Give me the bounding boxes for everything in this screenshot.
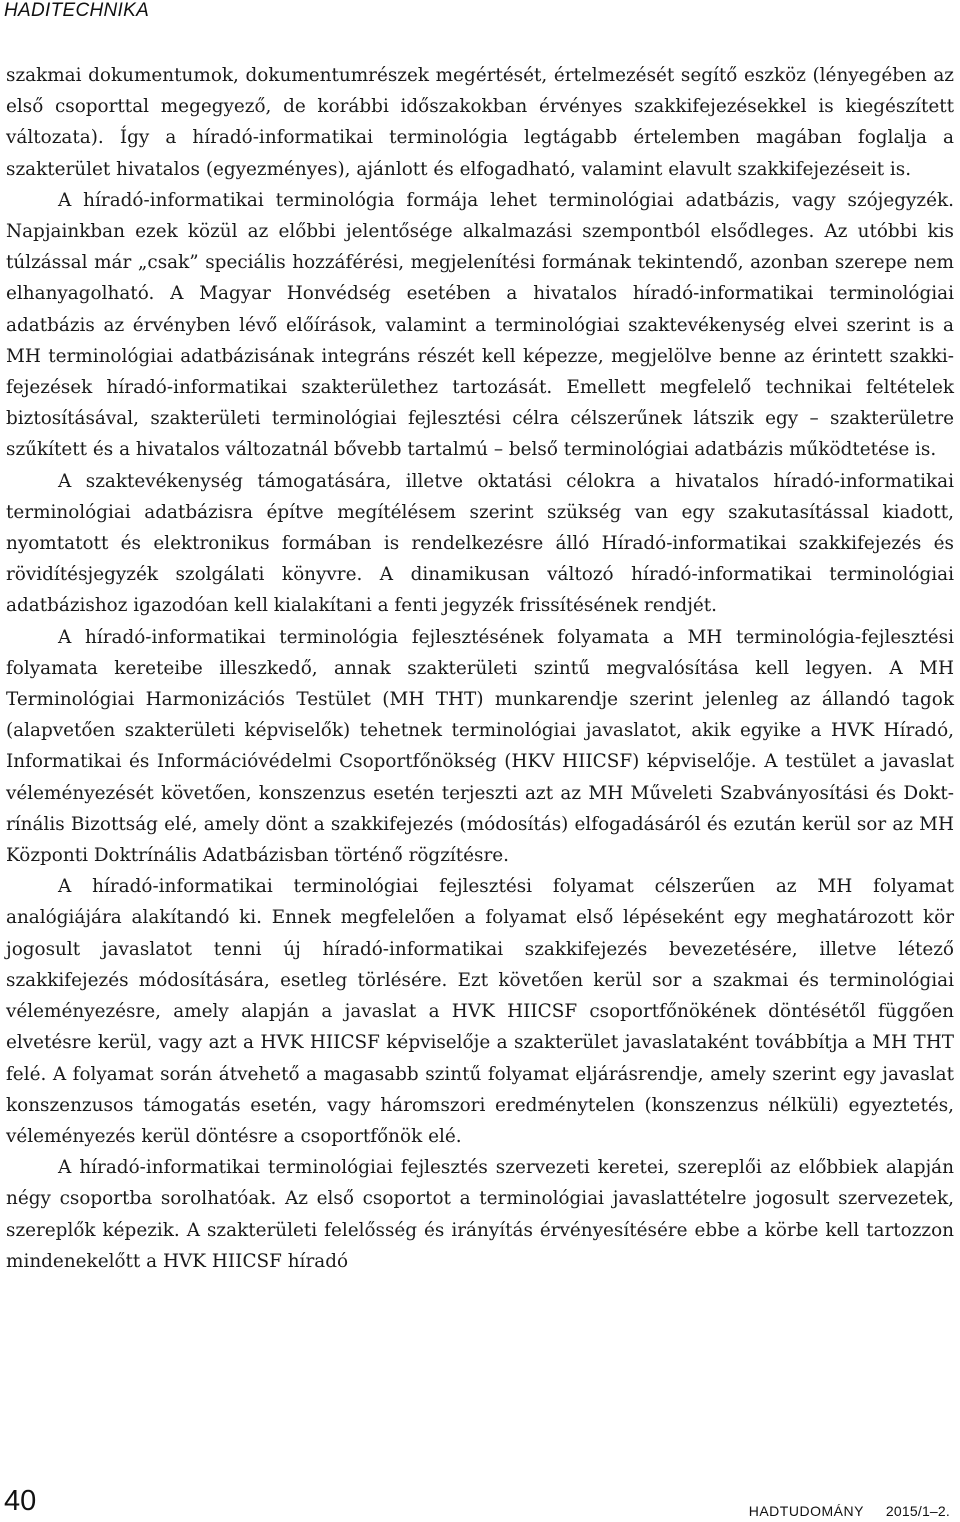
- page-number: 40: [4, 1485, 37, 1517]
- journal-issue: 2015/1–2.: [885, 1503, 950, 1519]
- paragraph: A szaktevékenység támogatására, illetve oktatási célokra a hivatalos híradó-informatikai terminológiai adatbázisra építve megítélésem szerint szükség van egy szakutasítással kiadott, nyomtatott és elektronikus formában is rendelkezésre álló Híradó-informatikai szakkifejezés és rövidítésjegyzék szolgálati könyvre. A dinamikusan változó híradó-informatikai terminológiai adatbázishoz igazodóan kell kialakítani a fenti jegyzék frissítésének rendjét.: [6, 470, 954, 617]
- paragraph: A híradó-informatikai terminológiai fejlesztés szervezeti keretei, szereplői az előbbiek alapján négy csoportba sorolhatóak. Az első csoportot a terminológiai javaslattételre jogosult szervezetek, szereplők képezik. A szakterületi felelősség és irányítás érvényesítésére ebbe a körbe kell tartozzon mindenekelőtt a HVK HIICSF híradó: [6, 1157, 954, 1272]
- paragraph: A híradó-informatikai terminológiai fejlesztési folyamat célszerűen az MH folyamat analógiájára alakítandó ki. Ennek megfelelően a folyamat első lépéseként egy meghatározott kör jogosult javaslatot tenni új híradó-informatikai szakkifejezés bevezetésére, illetve létező szakkifejezés módosítására, esetleg törlésére. Ezt követően kerül sor a szakmai és terminológiai véleményezésre, amely alapján a javaslat a HVK HIICSF csoportfőnökének döntésétől függően elvetésre kerül, vagy azt a HVK HIICSF képviselője a szakterület javaslataként továbbítja a MH THT felé. A folyamat során átvehető a magasabb szintű folyamat eljárásrendje, amely szerint egy javaslat konszenzusos támogatás esetén, vagy háromszori eredménytelen (konszenzus nélküli) egyeztetés, véleményezés kerül döntésre a csoportfőnök elé.: [6, 876, 954, 1147]
- paragraph-continued: szakmai dokumentumok, dokumentumrészek megértését, értelmezését segítő eszköz (lényegében az első csoporttal megegyező, de korábbi időszakokban érvényes szakkifejezésekkel is kiegészített változata). Így a híradó-informatikai terminológia legtágabb értelemben magában foglalja a szakterület hivatalos (egyezményes), ajánlott és elfogadható, valamint elavult szakkifejezéseit is.: [6, 65, 954, 180]
- paragraph: A híradó-informatikai terminológia formája lehet terminológiai adatbázis, vagy szójegyzék. Napjainkban ezek közül az előbbi jelentősége alkalmazási szempontból elsődleges. Az utóbbi kis túlzással már „csak” speciális hozzáférési, megjelenítési formának tekintendő, azonban szerepe nem elhanyagolható. A Magyar Honvédség esetében a hivatalos híradó-informatikai terminológiai adatbázis az érvényben lévő előírások, valamint a terminológiai szaktevékenység elvei szerint is a MH terminológiai adatbázisának integráns részét kell képezze, megjelölve benne az érintett szakkifejezések híradó-informatikai szakterülethez tartozását. Emellett megfelelő technikai feltételek biztosításával, szakterületi terminológiai fejlesztési célra célszerűnek látszik egy – szakterületre szűkített és a hivatalos változatnál bővebb tartalmú – belső terminológiai adatbázis működtetése is.: [6, 189, 954, 461]
- running-head: HADITECHNIKA: [4, 0, 150, 21]
- journal-title: HADTUDOMÁNY: [748, 1503, 864, 1519]
- paragraph: A híradó-informatikai terminológia fejlesztésének folyamata a MH terminológia-fejlesztési folyamata kereteibe illeszkedő, annak szakterületi szintű megvalósítása kell legyen. A MH Terminológiai Harmonizációs Testület (MH THT) munkarendje szerint jelenleg az állandó tagok (alapvetően szakterületi képviselők) tehetnek terminológiai javaslatot, akik egyike a HVK Híradó, Informatikai és Információvédelmi Csoportfőnökség (HKV HIICSF) képviselője. A testület a javaslat véleményezését követően, konszenzus esetén terjeszti azt az MH Műveleti Szabványosítási és Doktrínális Bizottság elé, amely dönt a szakkifejezés (módosítás) elfogadásáról és ezután kerül sor az MH Központi Doktrínális Adatbázisban történő rögzítésre.: [6, 626, 954, 867]
- article-body: [6, 60, 954, 1277]
- journal-footer: [749, 1503, 950, 1519]
